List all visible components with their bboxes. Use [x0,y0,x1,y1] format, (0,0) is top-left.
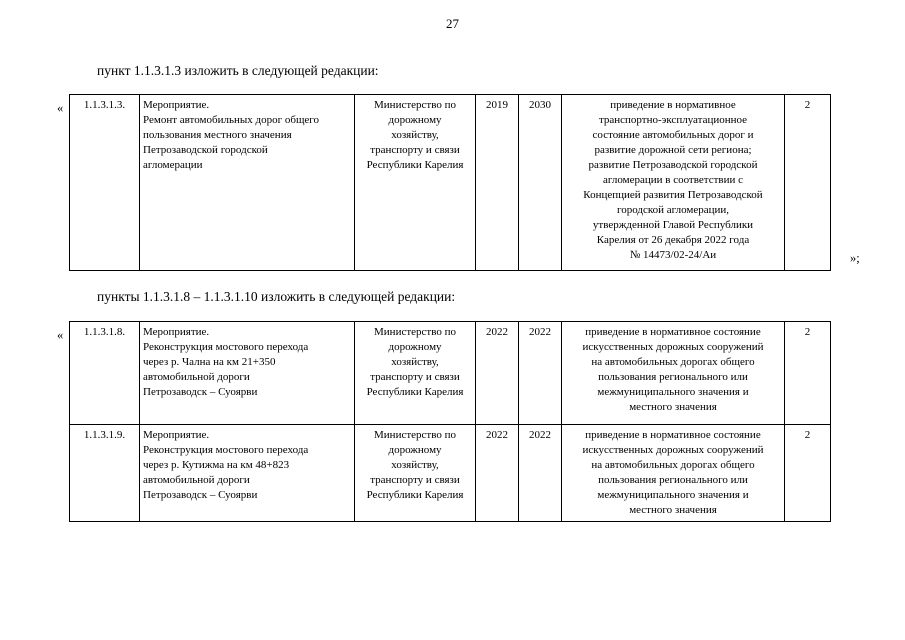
activity-name-cell [140,322,355,425]
expected-result-cell-line: агломерации в соответствии с [603,174,743,186]
activity-name-cell-line: автомобильной дороги [143,371,250,383]
start-year-cell: 2019 [476,95,519,271]
responsible-ministry-cell-line: дорожному [388,341,442,353]
responsible-ministry-cell-line: транспорту и связи [370,474,460,486]
section2-instruction: пункты 1.1.3.1.8 – 1.1.3.1.10 изложить в следующей редакции: [97,289,456,304]
responsible-ministry-cell [355,425,476,522]
page-number: 27 [446,16,459,31]
expected-result-cell-line: утвержденной Главой Республики [592,219,754,231]
expected-result-cell-line: межмуниципального значения и [597,489,749,501]
expected-result-cell-line: городской агломерации, [616,204,730,216]
activity-name-cell-line: Петрозаводск – Суоярви [143,386,258,398]
priority-cell: 2 [785,95,831,271]
responsible-ministry-cell-line: хозяйству, [391,459,439,471]
activity-name-cell-line: через р. Кутижма на км 48+823 [143,459,290,471]
start-year-cell: 2022 [476,322,519,425]
activity-name-cell-line: Мероприятие. [143,429,210,441]
section2-open-quote: « [57,328,64,342]
section2-table [69,321,831,522]
expected-result-cell-line: на автомобильных дорогах общего [591,459,755,471]
item-number-cell: 1.1.3.1.3. [70,95,140,271]
expected-result-cell [562,425,785,522]
start-year-cell: 2022 [476,425,519,522]
activity-name-cell-line: Петрозаводск – Суоярви [143,489,258,501]
priority-cell: 2 [785,425,831,522]
section1-instruction: пункт 1.1.3.1.3 изложить в следующей редакции: [97,63,379,78]
section1-open-quote: « [57,101,64,115]
activity-name-cell [140,425,355,522]
priority-cell: 2 [785,322,831,425]
item-number-cell: 1.1.3.1.9. [70,425,140,522]
responsible-ministry-cell-line: транспорту и связи [370,371,460,383]
expected-result-cell-line: межмуниципального значения и [597,386,749,398]
section1-close-quote: »; [850,251,860,265]
responsible-ministry-cell-line: дорожному [388,114,442,126]
expected-result-cell-line: состояние автомобильных дорог и [592,129,754,141]
responsible-ministry-cell [355,322,476,425]
table-row [70,425,831,522]
activity-name-cell-line: через р. Чална на км 21+350 [143,356,276,368]
expected-result-cell-line: развитие Петрозаводской городской [588,159,758,171]
expected-result-cell [562,322,785,425]
item-number-cell: 1.1.3.1.8. [70,322,140,425]
end-year-cell: 2030 [519,95,562,271]
expected-result-cell-line: приведение в нормативное состояние [585,326,761,338]
expected-result-cell-line: искусственных дорожных сооружений [582,341,764,353]
expected-result-cell-line: приведение в нормативное [610,99,736,111]
activity-name-cell-line: Реконструкция мостового перехода [143,444,309,456]
activity-name-cell-line: агломерации [143,159,203,171]
activity-name-cell-line: Петрозаводской городской [143,144,268,156]
activity-name-cell-line: автомобильной дороги [143,474,250,486]
responsible-ministry-cell-line: хозяйству, [391,356,439,368]
section1-table [69,94,831,271]
responsible-ministry-cell-line: Республики Карелия [366,159,464,171]
end-year-cell: 2022 [519,322,562,425]
activity-name-cell [140,95,355,271]
expected-result-cell-line: № 14473/02-24/Аи [629,249,717,261]
responsible-ministry-cell-line: хозяйству, [391,129,439,141]
responsible-ministry-cell-line: Министерство по [374,326,456,338]
expected-result-cell-line: пользования регионального или [598,371,748,383]
table-row [70,95,831,271]
expected-result-cell-line: местного значения [629,401,717,413]
responsible-ministry-cell-line: дорожному [388,444,442,456]
responsible-ministry-cell-line: Республики Карелия [366,386,464,398]
expected-result-cell-line: искусственных дорожных сооружений [582,444,764,456]
table-row [70,322,831,425]
responsible-ministry-cell-line: Республики Карелия [366,489,464,501]
expected-result-cell-line: транспортно-эксплуатационное [598,114,748,126]
activity-name-cell-line: Мероприятие. [143,326,210,338]
expected-result-cell-line: развитие дорожной сети региона; [594,144,752,156]
activity-name-cell-line: Ремонт автомобильных дорог общего [143,114,320,126]
responsible-ministry-cell-line: транспорту и связи [370,144,460,156]
responsible-ministry-cell [355,95,476,271]
end-year-cell: 2022 [519,425,562,522]
expected-result-cell-line: Карелия от 26 декабря 2022 года [596,234,750,246]
responsible-ministry-cell-line: Министерство по [374,99,456,111]
expected-result-cell [562,95,785,271]
expected-result-cell-line: приведение в нормативное состояние [585,429,761,441]
responsible-ministry-cell-line: Министерство по [374,429,456,441]
expected-result-cell-line: Концепцией развития Петрозаводской [583,189,763,201]
expected-result-cell-line: пользования регионального или [598,474,748,486]
activity-name-cell-line: Мероприятие. [143,99,210,111]
expected-result-cell-line: местного значения [629,504,717,516]
activity-name-cell-line: Реконструкция мостового перехода [143,341,309,353]
activity-name-cell-line: пользования местного значения [143,129,292,141]
expected-result-cell-line: на автомобильных дорогах общего [591,356,755,368]
